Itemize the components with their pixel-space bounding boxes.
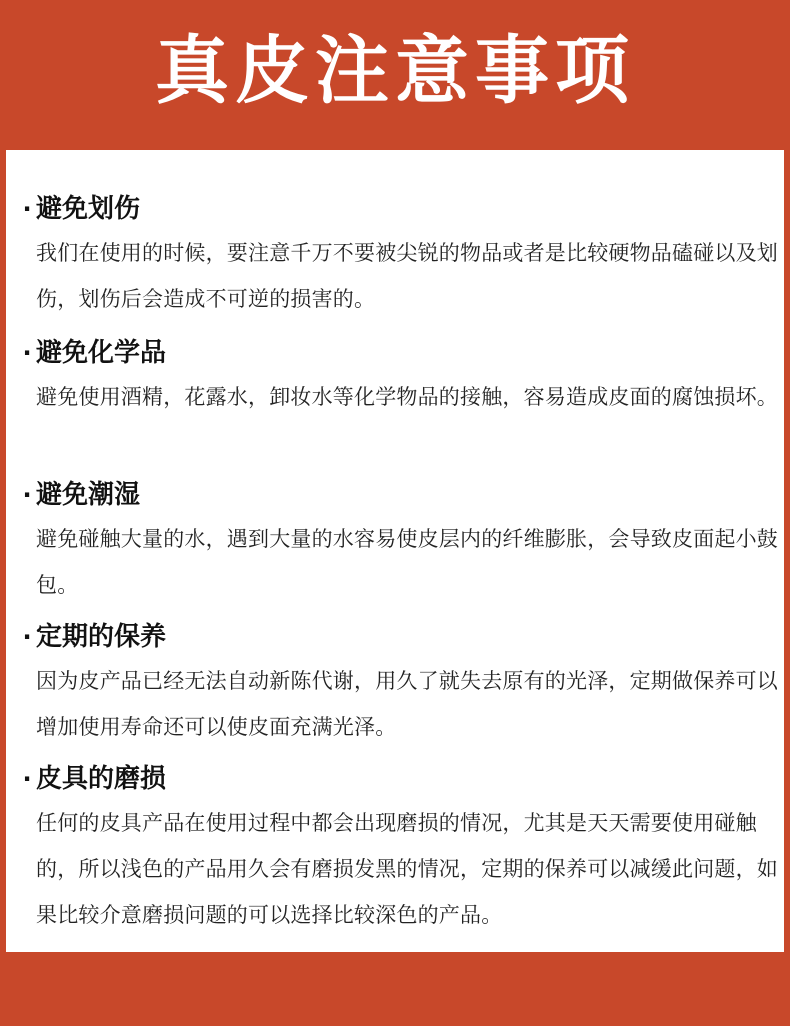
bullet-icon: ·	[22, 623, 32, 651]
section-heading	[18, 762, 166, 796]
section-body: 避免使用酒精，花露水，卸妆水等化学物品的接触，容易造成皮面的腐蚀损坏。	[36, 385, 778, 409]
header-banner	[0, 0, 790, 148]
page-title: 真皮注意事项	[155, 28, 635, 114]
section-heading	[18, 478, 140, 512]
section-body: 避免碰触大量的水，遇到大量的水容易使皮层内的纤维膨胀，会导致皮面起小鼓包。	[36, 527, 778, 597]
section-heading	[18, 620, 166, 654]
section-body: 因为皮产品已经无法自动新陈代谢，用久了就失去原有的光泽，定期做保养可以增加使用寿命还可以使皮面充满光泽。	[36, 669, 778, 739]
bullet-icon: ·	[22, 195, 32, 223]
section-body: 我们在使用的时候，要注意千万不要被尖锐的物品或者是比较硬物品磕碰以及划伤，划伤后会造成不可逆的损害的。	[36, 241, 778, 311]
bullet-icon: ·	[22, 765, 32, 793]
bullet-icon: ·	[22, 481, 32, 509]
section-body: 任何的皮具产品在使用过程中都会出现磨损的情况，尤其是天天需要使用碰触的，所以浅色的产品用久会有磨损发黑的情况，定期的保养可以减缓此问题，如果比较介意磨损问题的可以选择比较深色的产品。	[36, 811, 778, 927]
section-title: 定期的保养	[36, 622, 167, 652]
section-title: 避免化学品	[36, 338, 167, 368]
content-panel	[6, 150, 784, 952]
section-title: 避免潮湿	[36, 480, 141, 510]
section-heading	[18, 192, 140, 226]
section-heading	[18, 336, 166, 370]
section-title: 皮具的磨损	[36, 764, 167, 794]
bullet-icon: ·	[22, 339, 32, 367]
footer-band	[0, 952, 790, 1026]
section-title: 避免划伤	[36, 194, 141, 224]
